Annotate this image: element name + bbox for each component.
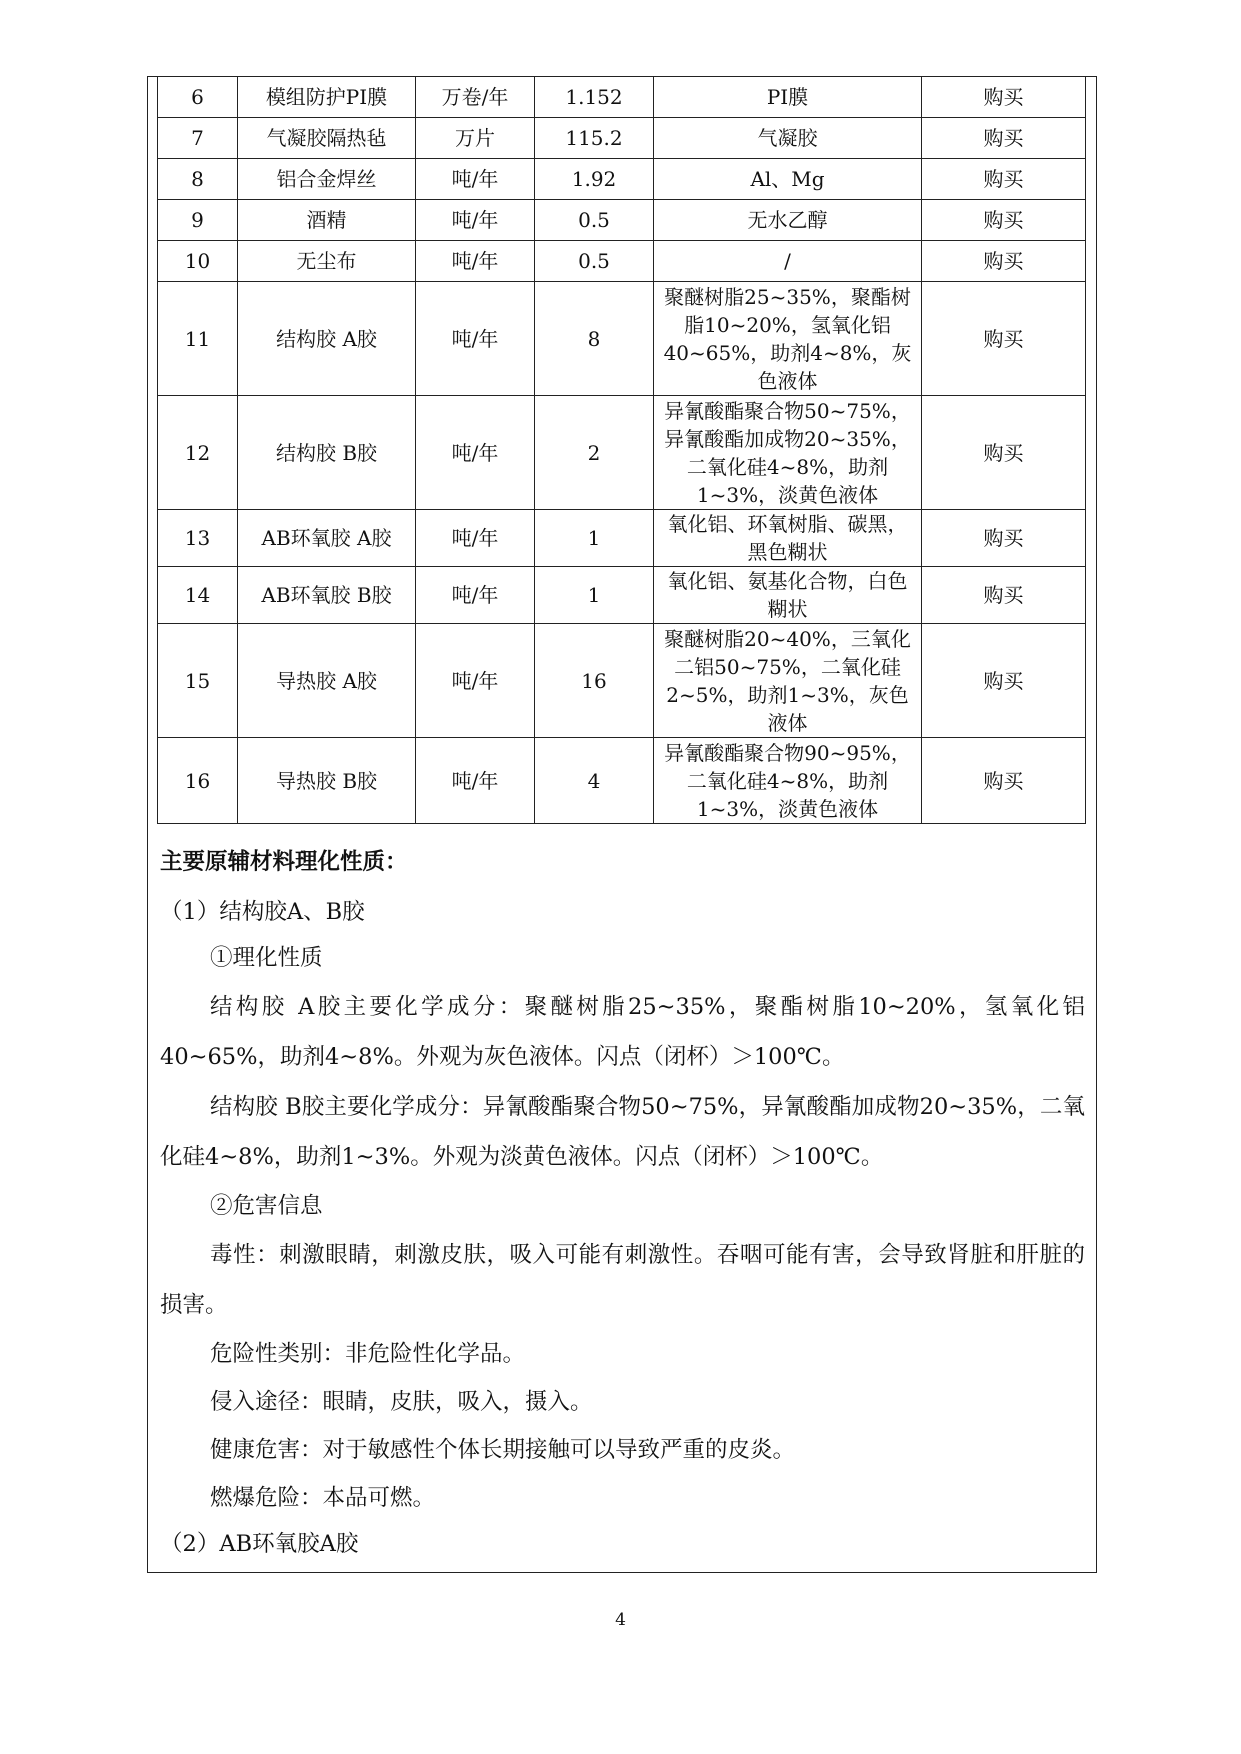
cell-composition: 无水乙醇 [654,200,922,241]
cell-composition: PI膜 [654,77,922,118]
cell-qty: 1 [535,567,654,624]
cell-no: 15 [158,624,238,738]
cell-source: 购买 [922,567,1086,624]
cell-composition: / [654,241,922,282]
cell-name: 导热胶 A胶 [238,624,416,738]
cell-composition: 气凝胶 [654,118,922,159]
cell-name: 结构胶 B胶 [238,396,416,510]
cell-name: 模组防护PI膜 [238,77,416,118]
paragraph: 结构胶 B胶主要化学成分：异氰酸酯聚合物50~75%，异氰酸酯加成物20~35%，二氧化硅4~8%，助剂1~3%。外观为淡黄色液体。闪点（闭杯）＞100℃。 [160,1094,1085,1170]
cell-unit: 万片 [416,118,535,159]
cell-qty: 0.5 [535,200,654,241]
cell-no: 8 [158,159,238,200]
paragraph: 毒性：刺激眼睛，刺激皮肤，吸入可能有刺激性。吞咽可能有害，会导致肾脏和肝脏的损害。 [160,1242,1085,1318]
cell-composition: 氧化铝、氨基化合物，白色糊状 [654,567,922,624]
cell-source: 购买 [922,738,1086,824]
cell-composition: 聚醚树脂25~35%，聚酯树脂10~20%，氢氧化铝40~65%，助剂4~8%，灰色液体 [654,282,922,396]
cell-no: 11 [158,282,238,396]
cell-no: 13 [158,510,238,567]
table-row [158,510,1086,567]
cell-qty: 115.2 [535,118,654,159]
cell-name: 铝合金焊丝 [238,159,416,200]
cell-unit: 吨/年 [416,567,535,624]
table-row [158,200,1086,241]
paragraph: 危险性类别：非危险性化学品。 [210,1341,526,1367]
item-title: ②危害信息 [210,1193,323,1219]
table-row [158,282,1086,396]
cell-unit: 吨/年 [416,282,535,396]
cell-unit: 吨/年 [416,396,535,510]
paragraph: 燃爆危险：本品可燃。 [210,1485,436,1511]
cell-no: 7 [158,118,238,159]
cell-source: 购买 [922,77,1086,118]
cell-source: 购买 [922,200,1086,241]
cell-source: 购买 [922,510,1086,567]
cell-name: 导热胶 B胶 [238,738,416,824]
paragraph: 侵入途径：眼睛，皮肤，吸入，摄入。 [210,1389,593,1415]
cell-unit: 吨/年 [416,624,535,738]
cell-no: 6 [158,77,238,118]
section-heading: 主要原辅材料理化性质： [160,849,408,875]
cell-qty: 8 [535,282,654,396]
cell-qty: 1 [535,510,654,567]
cell-name: AB环氧胶 B胶 [238,567,416,624]
table-row [158,396,1086,510]
cell-composition: 聚醚树脂20~40%，三氧化二铝50~75%，二氧化硅2~5%，助剂1~3%，灰色液体 [654,624,922,738]
cell-name: 无尘布 [238,241,416,282]
cell-source: 购买 [922,159,1086,200]
cell-name: 结构胶 A胶 [238,282,416,396]
cell-source: 购买 [922,118,1086,159]
table-row [158,118,1086,159]
cell-composition: 异氰酸酯聚合物50~75%，异氰酸酯加成物20~35%，二氧化硅4~8%，助剂1~3%，淡黄色液体 [654,396,922,510]
cell-unit: 吨/年 [416,200,535,241]
cell-name: 酒精 [238,200,416,241]
cell-unit: 吨/年 [416,510,535,567]
cell-unit: 万卷/年 [416,77,535,118]
cell-source: 购买 [922,282,1086,396]
table-row [158,624,1086,738]
cell-composition: 异氰酸酯聚合物90~95%，二氧化硅4~8%，助剂1~3%，淡黄色液体 [654,738,922,824]
cell-qty: 1.92 [535,159,654,200]
cell-no: 14 [158,567,238,624]
subsection-title: （1）结构胶A、B胶 [160,899,365,925]
cell-source: 购买 [922,241,1086,282]
cell-name: 气凝胶隔热毡 [238,118,416,159]
cell-unit: 吨/年 [416,159,535,200]
cell-composition: 氧化铝、环氧树脂、碳黑，黑色糊状 [654,510,922,567]
cell-qty: 2 [535,396,654,510]
cell-qty: 4 [535,738,654,824]
table-row [158,77,1086,118]
table-row [158,159,1086,200]
cell-no: 12 [158,396,238,510]
cell-qty: 16 [535,624,654,738]
table-row [158,567,1086,624]
subsection-title: （2）AB环氧胶A胶 [160,1531,359,1557]
cell-name: AB环氧胶 A胶 [238,510,416,567]
cell-unit: 吨/年 [416,738,535,824]
table-row [158,241,1086,282]
cell-source: 购买 [922,396,1086,510]
cell-source: 购买 [922,624,1086,738]
properties-section [160,834,1085,1566]
materials-table [157,76,1086,824]
paragraph: 结构胶 A胶主要化学成分：聚醚树脂25~35%，聚酯树脂10~20%，氢氧化铝40~65%，助剂4~8%。外观为灰色液体。闪点（闭杯）＞100℃。 [160,994,1085,1070]
cell-unit: 吨/年 [416,241,535,282]
cell-qty: 1.152 [535,77,654,118]
item-title: ①理化性质 [210,945,323,971]
table-row [158,738,1086,824]
cell-no: 16 [158,738,238,824]
page-number: 4 [615,1610,626,1630]
cell-no: 10 [158,241,238,282]
cell-no: 9 [158,200,238,241]
paragraph: 健康危害：对于敏感性个体长期接触可以导致严重的皮炎。 [210,1437,796,1463]
cell-composition: Al、Mg [654,159,922,200]
cell-qty: 0.5 [535,241,654,282]
